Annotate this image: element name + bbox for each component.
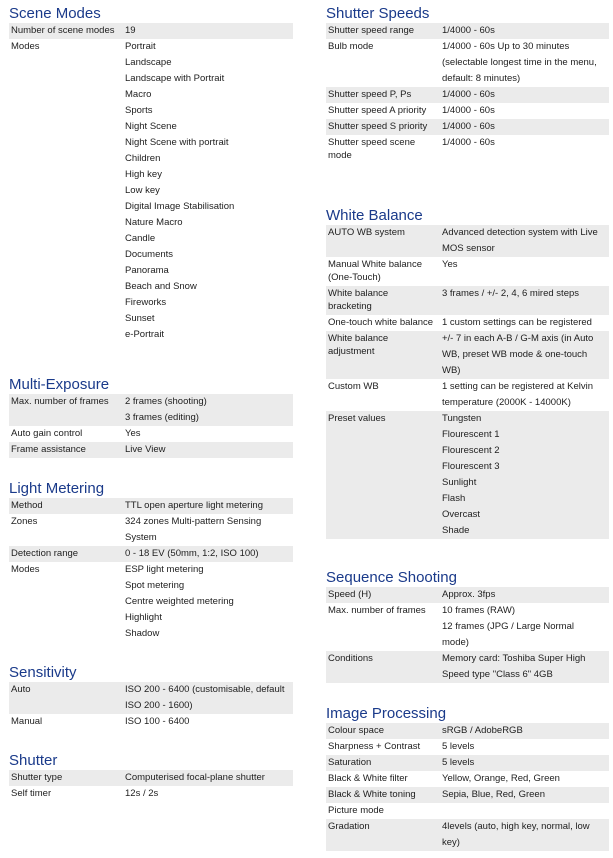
light-metering-section [9, 480, 293, 642]
sequence-shooting-section [326, 569, 609, 683]
spec-label: Auto gain control [11, 428, 83, 439]
spec-label: Conditions [326, 651, 436, 683]
spec-row [9, 562, 293, 642]
sensitivity-heading: Sensitivity [9, 664, 77, 681]
spec-row [9, 714, 293, 730]
spec-value-line: Night Scene with portrait [125, 137, 229, 148]
spec-value [436, 755, 609, 771]
spec-row [9, 770, 293, 786]
spec-value-line: Landscape [125, 57, 172, 68]
spec-value-line: 2 frames (shooting) [125, 396, 207, 407]
spec-value [119, 442, 293, 458]
spec-value [119, 394, 293, 426]
spec-value-line: 0 - 18 EV (50mm, 1:2, ISO 100) [125, 548, 259, 559]
spec-row [326, 723, 609, 739]
sensitivity-table [9, 682, 293, 730]
spec-row [326, 651, 609, 683]
spec-value [119, 714, 293, 730]
spec-label: Preset values [326, 411, 436, 539]
spec-row [326, 603, 609, 651]
spec-value-line: Sunset [125, 313, 155, 324]
shutter-speeds-heading: Shutter Speeds [326, 5, 430, 22]
spec-value-line: (selectable longest time in the menu, [442, 57, 597, 68]
spec-value-line: default: 8 minutes) [442, 73, 521, 84]
spec-value-line: 1/4000 - 60s Up to 30 minutes [442, 41, 570, 52]
spec-value [119, 770, 293, 786]
spec-row [326, 286, 609, 315]
spec-row [9, 426, 293, 442]
spec-value [436, 771, 609, 787]
spec-value-line: Shade [442, 525, 470, 536]
spec-value-line: Sunlight [442, 477, 477, 488]
spec-value [436, 379, 609, 411]
spec-value-line: Candle [125, 233, 156, 244]
spec-row [326, 119, 609, 135]
spec-row [326, 587, 609, 603]
spec-value [119, 498, 293, 514]
spec-value [119, 426, 293, 442]
spec-value-line: Approx. 3fps [442, 589, 496, 600]
spec-value [436, 39, 609, 87]
spec-label: Manual [11, 716, 43, 727]
spec-value-line: Flourescent 2 [442, 445, 500, 456]
spec-label: AUTO WB system [326, 225, 436, 257]
spec-value-line: ISO 100 - 6400 [125, 716, 190, 727]
spec-value-line: MOS sensor [442, 243, 495, 254]
spec-value-line: Tungsten [442, 413, 482, 424]
spec-row [326, 787, 609, 803]
spec-value-line: Centre weighted metering [125, 596, 234, 607]
spec-value-line: 1 setting can be registered at Kelvin [442, 381, 594, 392]
spec-value-line: 10 frames (RAW) [442, 605, 516, 616]
shutter-speeds-section [326, 5, 609, 164]
spec-value-line: Yellow, Orange, Red, Green [442, 773, 560, 784]
spec-value [436, 257, 609, 286]
spec-label: Shutter speed S priority [326, 119, 436, 135]
spec-value-line: Spot metering [125, 580, 185, 591]
spec-value-line: mode) [442, 637, 469, 648]
spec-value-line: 1/4000 - 60s [442, 25, 495, 36]
light-metering-table [9, 498, 293, 642]
spec-value-line: Highlight [125, 612, 162, 623]
spec-value-line: 1/4000 - 60s [442, 105, 495, 116]
spec-value [436, 739, 609, 755]
spec-value [119, 682, 293, 714]
spec-row [326, 225, 609, 257]
spec-value-line: System [125, 532, 157, 543]
multi-exposure-heading: Multi-Exposure [9, 376, 110, 393]
spec-row [326, 257, 609, 286]
spec-value-line: WB, preset WB mode & one-touch [442, 349, 588, 360]
spec-row [326, 39, 609, 87]
shutter-section [9, 752, 293, 802]
spec-value-line: Overcast [442, 509, 481, 520]
spec-row [9, 23, 293, 39]
spec-value-line: Shadow [125, 628, 160, 639]
spec-value-line: Yes [125, 428, 141, 439]
spec-value [436, 819, 609, 851]
spec-value-line: 12 frames (JPG / Large Normal [442, 621, 574, 632]
spec-label: Sharpness + Contrast [328, 741, 421, 752]
shutter-heading: Shutter [9, 752, 58, 769]
scene-modes-table [9, 23, 293, 343]
sequence-shooting-heading: Sequence Shooting [326, 569, 457, 586]
spec-row [326, 411, 609, 539]
spec-row [326, 87, 609, 103]
spec-row [326, 315, 609, 331]
spec-value-line: Sepia, Blue, Red, Green [442, 789, 545, 800]
multi-exposure-section [9, 376, 293, 458]
light-metering-heading: Light Metering [9, 480, 105, 497]
spec-value-line: 3 frames / +/- 2, 4, 6 mired steps [442, 288, 580, 299]
spec-value [436, 315, 609, 331]
spec-value-line: Flash [442, 493, 466, 504]
spec-value [436, 803, 609, 819]
spec-label: Custom WB [328, 381, 379, 392]
spec-value [436, 103, 609, 119]
spec-value-line: Yes [442, 259, 458, 270]
spec-value-line: Night Scene [125, 121, 177, 132]
spec-value-line: 1/4000 - 60s [442, 137, 495, 148]
spec-value-line: key) [442, 837, 460, 848]
spec-value [436, 225, 609, 257]
spec-label: Number of scene modes [9, 23, 119, 39]
spec-row [9, 682, 293, 714]
spec-label: Detection range [9, 546, 119, 562]
spec-label: Gradation [326, 819, 436, 851]
spec-value-line: Speed type "Class 6" 4GB [442, 669, 553, 680]
spec-label: Frame assistance [9, 442, 119, 458]
spec-value-line [442, 803, 607, 819]
spec-label: Modes [11, 564, 40, 575]
spec-label: White balance adjustment [326, 331, 436, 379]
spec-value-line: Nature Macro [125, 217, 183, 228]
sequence-shooting-table [326, 587, 609, 683]
spec-row [326, 103, 609, 119]
spec-value [436, 23, 609, 39]
spec-value-line: temperature (2000K - 14000K) [442, 397, 571, 408]
spec-label: Max. number of frames [9, 394, 119, 426]
image-processing-table [326, 723, 609, 851]
spec-value-line: 12s / 2s [125, 788, 159, 799]
spec-value-line: Live View [125, 444, 166, 455]
spec-value [436, 723, 609, 739]
sensitivity-section [9, 664, 293, 730]
spec-value-line: 3 frames (editing) [125, 412, 199, 423]
multi-exposure-table [9, 394, 293, 458]
spec-label: Picture mode [328, 805, 384, 816]
spec-row [326, 771, 609, 787]
shutter-speeds-table [326, 23, 609, 164]
spec-label: White balance bracketing [326, 286, 436, 315]
spec-value-line: 4levels (auto, high key, normal, low [442, 821, 590, 832]
spec-value-line: High key [125, 169, 162, 180]
spec-label: Shutter speed P, Ps [326, 87, 436, 103]
spec-label: Method [9, 498, 119, 514]
spec-value-line: +/- 7 in each A-B / G-M axis (in Auto [442, 333, 594, 344]
spec-value-line: Documents [125, 249, 174, 260]
spec-value-line: sRGB / AdobeRGB [442, 725, 523, 736]
spec-label: Zones [11, 516, 38, 527]
spec-label: Max. number of frames [328, 605, 426, 616]
spec-label: Colour space [326, 723, 436, 739]
spec-value-line: Sports [125, 105, 153, 116]
spec-value-line: 324 zones Multi-pattern Sensing [125, 516, 262, 527]
spec-value-line: Low key [125, 185, 160, 196]
spec-row [9, 786, 293, 802]
spec-value [119, 546, 293, 562]
spec-value-line: TTL open aperture light metering [125, 500, 264, 511]
image-processing-section [326, 705, 609, 851]
spec-value-line: Computerised focal-plane shutter [125, 772, 265, 783]
spec-value [119, 562, 293, 642]
spec-label: Shutter type [9, 770, 119, 786]
spec-value-line: WB) [442, 365, 461, 376]
spec-row [9, 442, 293, 458]
spec-value-line: 5 levels [442, 741, 475, 752]
spec-value [436, 411, 609, 539]
spec-label: One-touch white balance [328, 317, 434, 328]
spec-row [9, 39, 293, 343]
spec-value [436, 787, 609, 803]
spec-value [436, 331, 609, 379]
spec-value-line: Memory card: Toshiba Super High [442, 653, 586, 664]
spec-row [9, 546, 293, 562]
spec-label: Auto [9, 682, 119, 714]
spec-label: Black & White filter [328, 773, 408, 784]
spec-row [326, 23, 609, 39]
spec-value-line: e-Portrait [125, 329, 165, 340]
white-balance-table [326, 225, 609, 539]
spec-value-line: Flourescent 3 [442, 461, 500, 472]
spec-value-line: 1 custom settings can be registered [442, 317, 592, 328]
spec-value-line: Beach and Snow [125, 281, 197, 292]
spec-value [436, 87, 609, 103]
spec-value-line: Macro [125, 89, 152, 100]
spec-row [326, 739, 609, 755]
spec-label: Shutter speed scene mode [328, 137, 416, 161]
spec-value-line: 1/4000 - 60s [442, 121, 495, 132]
white-balance-section [326, 207, 609, 539]
spec-value-line: ISO 200 - 6400 (customisable, default [125, 684, 285, 695]
spec-value [436, 587, 609, 603]
spec-value [119, 39, 293, 343]
spec-value [436, 119, 609, 135]
spec-label: Shutter speed range [326, 23, 436, 39]
spec-value-line: 19 [125, 25, 136, 36]
spec-value-line: 1/4000 - 60s [442, 89, 495, 100]
spec-value-line: 5 levels [442, 757, 475, 768]
scene-modes-heading: Scene Modes [9, 5, 101, 22]
spec-row [326, 755, 609, 771]
spec-value-line: Children [125, 153, 161, 164]
spec-value-line: Advanced detection system with Live [442, 227, 598, 238]
spec-value-line: Digital Image Stabilisation [125, 201, 235, 212]
shutter-table [9, 770, 293, 802]
spec-row [9, 498, 293, 514]
spec-row [9, 514, 293, 546]
spec-value-line: Portrait [125, 41, 156, 52]
spec-value [119, 23, 293, 39]
image-processing-heading: Image Processing [326, 705, 447, 722]
spec-label: Bulb mode [328, 41, 374, 52]
spec-label: Saturation [326, 755, 436, 771]
spec-value [436, 651, 609, 683]
spec-label: Manual White balance (One-Touch) [328, 259, 422, 283]
spec-row [326, 331, 609, 379]
spec-row [326, 819, 609, 851]
spec-label: Speed (H) [326, 587, 436, 603]
spec-label: Black & White toning [326, 787, 436, 803]
spec-value-line: ISO 200 - 1600) [125, 700, 193, 711]
spec-value-line: Flourescent 1 [442, 429, 500, 440]
spec-value-line: ESP light metering [125, 564, 204, 575]
spec-label: Shutter speed A priority [328, 105, 427, 116]
spec-value [119, 514, 293, 546]
spec-value-line: Fireworks [125, 297, 167, 308]
spec-row [326, 379, 609, 411]
spec-label: Self timer [11, 788, 52, 799]
spec-label: Modes [11, 41, 40, 52]
spec-value [436, 603, 609, 651]
spec-value [436, 286, 609, 315]
scene-modes-section [9, 5, 293, 343]
spec-row [326, 803, 609, 819]
spec-value [119, 786, 293, 802]
white-balance-heading: White Balance [326, 207, 423, 224]
spec-value-line: Panorama [125, 265, 169, 276]
spec-row [326, 135, 609, 164]
spec-value [436, 135, 609, 164]
spec-row [9, 394, 293, 426]
spec-value-line: Landscape with Portrait [125, 73, 225, 84]
